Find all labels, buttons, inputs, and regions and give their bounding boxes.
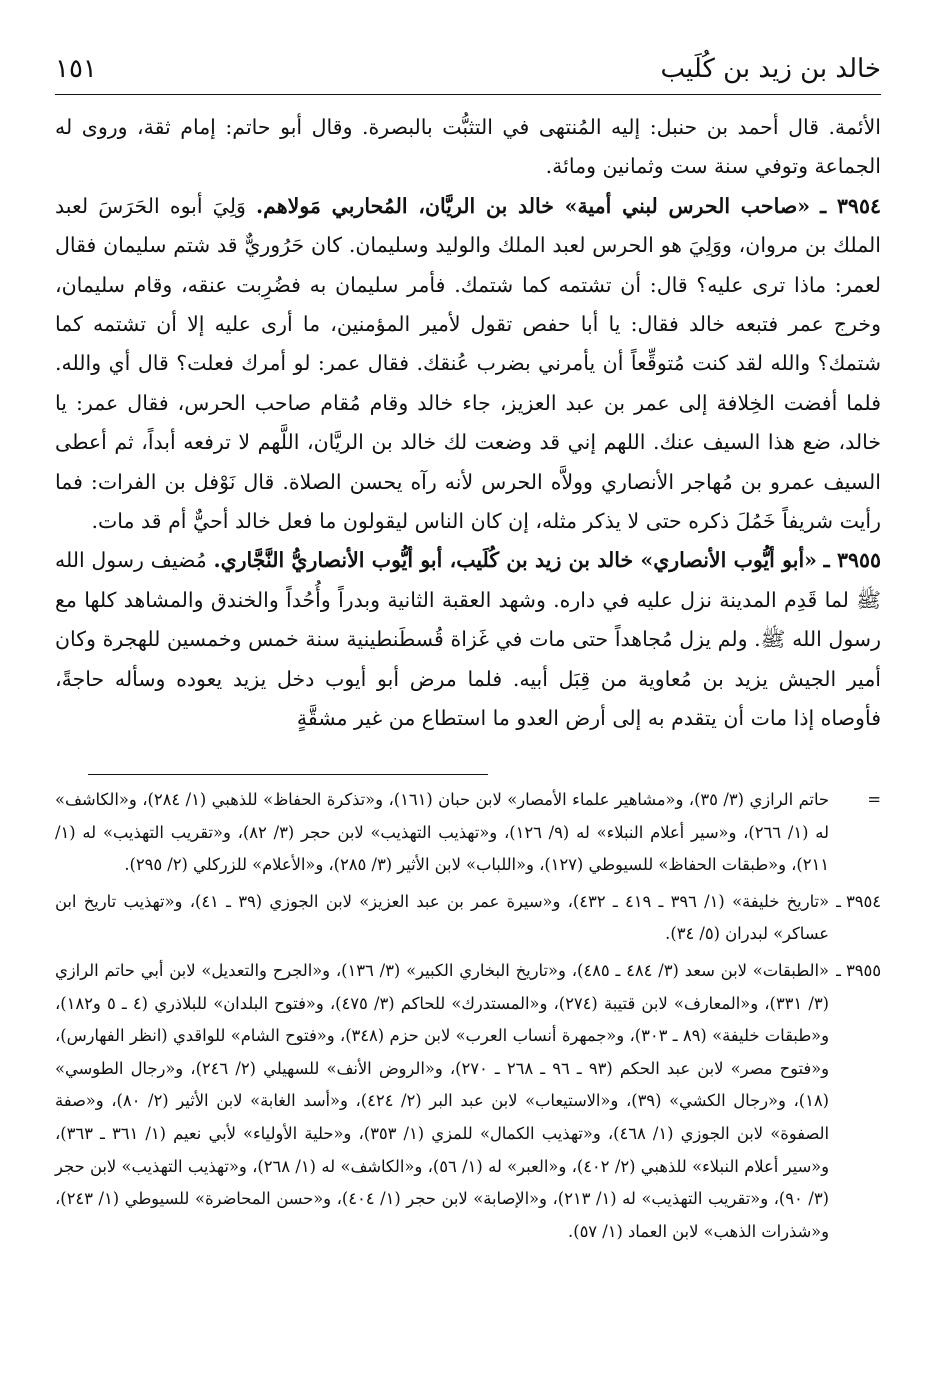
footnotes xyxy=(55,784,881,1252)
footnote xyxy=(55,784,881,882)
page-number: ١٥١ xyxy=(55,54,97,84)
main-text xyxy=(55,108,881,739)
footnote-text: «الطبقات» لابن سعد (٣/ ٤٨٤ ـ ٤٨٥)، و«تاريخ البخاري الكبير» (٣/ ١٣٦)، و«الجرح والتعديل» لابن أبي حاتم الرازي (٣/ ٣٣١)، و«المعارف» لابن قتيبة (٢٧٤)، و«المستدرك» للحاكم (٣/ ٤٧٥)، و«فتوح البلدان» للبلاذري (٤ ـ ٥ و١٨٢)، و«طبقات خليفة» (٨٩ ـ ٣٠٣)، و«جمهرة أنساب العرب» لابن حزم (٣٤٨)، و«فتوح الشام» للواقدي (انظر الفهارس)، و«فتوح مصر» لابن عبد الحكم (٩٣ ـ ٩٦ ـ ٢٦٨ ـ ٢٧٠)، و«الروض الأنف» للسهيلي (٢/ ٢٤٦)، و«رجال الطوسي» (١٨)، و«رجال الكشي» (٣٩)، و«الاستيعاب» لابن عبد البر (٢/ ٤٢٤)، و«أسد الغابة» لابن الأثير (٢/ ٨٠)، و«صفة الصفوة» لابن الجوزي (١/ ٤٦٨)، و«تهذيب الكمال» للمزي (١/ ٣٥٣)، و«حلية الأولياء» لأبي نعيم (١/ ٣٦١ ـ ٣٦٣)، و«سير أعلام النبلاء» للذهبي (٢/ ٤٠٢)، و«العبر» له (١/ ٥٦)، و«الكاشف» له (١/ ٢٦٨)، و«تهذيب التهذيب» لابن حجر (٣/ ٩٠)، و«تقريب التهذيب» له (١/ ٢١٣)، و«الإصابة» لابن حجر (١/ ٤٠٤)، و«حسن المحاضرة» للسيوطي (١/ ٢٤٣)، و«شذرات الذهب» لابن العماد (١/ ٥٧). xyxy=(55,960,830,1241)
footnote-mark: ٣٩٥٤ ـ xyxy=(836,891,881,911)
footnote-mark: ٣٩٥٥ ـ xyxy=(836,960,881,980)
header-rule xyxy=(55,94,881,95)
running-header xyxy=(55,48,881,96)
footnote-mark: = xyxy=(867,790,881,809)
entry-3954 xyxy=(55,187,881,542)
paragraph-continuation: الأئمة. قال أحمد بن حنبل: إليه المُنتهى في التثبُّت بالبصرة. وقال أبو حاتم: إمام ثقة، وروى له الجماعة وتوفي سنة ست وثمانين ومائة. xyxy=(55,115,881,179)
entry-3955 xyxy=(55,541,881,738)
entry-text: وَلِيَ أبوه الحَرَسَ لعبد الملك بن مروان، ووَلِيَ هو الحرس لعبد الملك والوليد وسليمان. كان حَرُوريٌّ قد شتم سليمان فقال لعمر: ماذا ترى عليه؟ قال: أن تشتمه كما شتمك. فأمر سليمان به فضُرِبت عنقه، وقام سليمان، وخرج عمر فتبعه خالد فقال: يا أبا حفص تقول لأمير المؤمنين، ما أرى عليه إلا أن تشتمه كما شتمك؟ والله لقد كنت مُتوقِّعاً أن يأمرني بضرب عُنقك. فقال عمر: لو أمرك فعلت؟ قال أي والله. فلما أفضت الخِلافة إلى عمر بن عبد العزيز، جاء خالد وقام مُقام صاحب الحرس، فقال عمر: يا خالد، ضع هذا السيف عنك. اللهم إني قد وضعت لك خالد بن الريَّان، اللَّهم لا ترفعه أبداً، ثم أعطى السيف عمرو بن مُهاجر الأنصاري وولاَّه الحرس لأنه رآه يحسن الصلاة. قال نَوْفل بن الفرات: فما رأيت شريفاً خَمُلَ ذكره حتى لا يذكر مثله، إن كان الناس ليقولون ما فعل خالد أحيٌّ أم قد مات. xyxy=(55,193,881,534)
entry-number: ٣٩٥٥ ـ xyxy=(823,548,881,573)
footnote xyxy=(55,955,881,1248)
entry-heading: «أبو أيُّوب الأنصاري» خالد بن زيد بن كُلَيب، أبو أيُّوب الأنصاريُّ النَّجَّاري. xyxy=(213,548,817,573)
entry-text: مُضيف رسول الله ﷺ لما قَدِم المدينة نزل عليه في داره. وشهد العقبة الثانية وبدراً وأُحُداً والخندق والمشاهد كلها مع رسول الله ﷺ. ولم يزل مُجاهداً حتى مات في غَزاة قُسطَنطينية سنة خمس وخمسين للهجرة وكان أمير الجيش يزيد بن مُعاوية من قِبَل أبيه. فلما مرض أبو أيوب دخل يزيد يعوده وسأله حاجةً، فأوصاه إذا مات أن يتقدم به إلى أرض العدو ما استطاع من غير مشقَّةٍ xyxy=(55,548,881,731)
footnote-text: «تاريخ خليفة» (١/ ٣٩٦ ـ ٤١٩ ـ ٤٣٢)، و«سيرة عمر بن عبد العزيز» لابن الجوزي (٣٩ ـ ٤١)، و«تهذيب تاريخ ابن عساكر» لبدران (٥/ ٣٤). xyxy=(55,891,830,944)
footnote-rule xyxy=(88,774,488,775)
footnote-text: حاتم الرازي (٣/ ٣٥)، و«مشاهير علماء الأمصار» لابن حبان (١٦١)، و«تذكرة الحفاظ» للذهبي (١/ ٢٨٤)، و«الكاشف» له (١/ ٢٦٦)، و«سير أعلام النبلاء» له (٩/ ١٢٦)، و«تهذيب التهذيب» لابن حجر (٣/ ٨٢)، و«تقريب التهذيب» له (١/ ٢١١)، و«طبقات الحفاظ» للسيوطي (١٢٧)، و«اللباب» لابن الأثير (٣/ ٢٨٥)، و«الأعلام» للزركلي (٢/ ٢٩٥). xyxy=(55,790,829,875)
running-title: خالد بن زيد بن كُلَيب xyxy=(660,54,881,84)
footnote xyxy=(55,886,881,951)
entry-heading: «صاحب الحرس لبني أمية» خالد بن الريَّان، المُحاربي مَولاهم. xyxy=(256,193,811,218)
entry-number: ٣٩٥٤ ـ xyxy=(820,193,881,218)
